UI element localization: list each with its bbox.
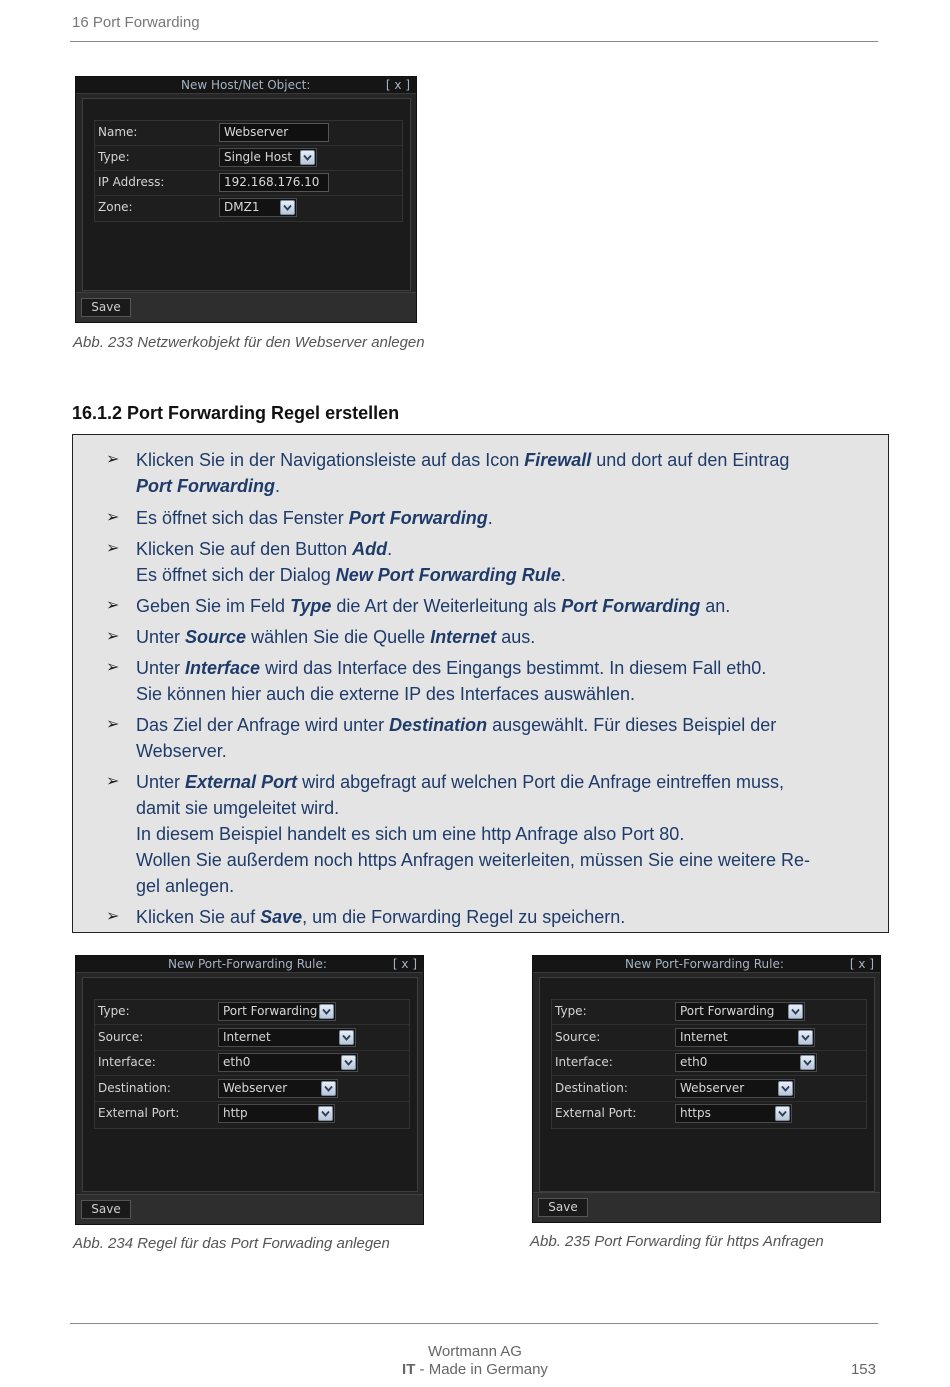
close-button[interactable]: [ x ] (385, 78, 410, 92)
figure-caption-233: Abb. 233 Netzwerkobjekt für den Webserver anlegen (73, 334, 425, 351)
dialog-titlebar (76, 77, 416, 94)
type-select-value: Port Forwarding (680, 1004, 775, 1018)
chevron-down-icon[interactable] (798, 1030, 813, 1045)
chevron-down-icon[interactable] (318, 1106, 333, 1121)
instruction-box (72, 434, 889, 933)
tagline-bold: IT (402, 1361, 416, 1378)
text-run: aus. (496, 627, 536, 647)
instruction-text (136, 593, 881, 619)
form-row-destination (552, 1077, 866, 1102)
text-run: wird das Interface des Eingangs bestimmt. In diesem Fall eth0. (260, 658, 767, 678)
ip-address-label: IP Address: (98, 175, 165, 189)
form-row-ip (95, 171, 402, 196)
text-run: In diesem Beispiel handelt es sich um eine http Anfrage also Port 80. (136, 824, 685, 844)
source-label: Source: (555, 1029, 601, 1044)
zone-select[interactable] (219, 198, 297, 217)
text-run: Klicken Sie auf (136, 907, 261, 927)
ui-term: New Port Forwarding Rule (335, 565, 561, 585)
ui-term: Port Forwarding (561, 596, 701, 616)
save-button[interactable]: Save (81, 298, 131, 317)
text-run: Klicken Sie auf den Button (136, 539, 353, 559)
arrow-bullet-icon: ➢ (106, 908, 120, 925)
text-run: Unter (136, 627, 186, 647)
chevron-down-icon[interactable] (339, 1030, 354, 1045)
dialog-footer (533, 1192, 880, 1222)
text-run: . (387, 539, 393, 559)
type-select-value: Port Forwarding (223, 1004, 318, 1018)
form-row-source (95, 1026, 409, 1051)
instruction-text (136, 712, 881, 764)
dialog-panel (82, 977, 418, 1192)
ui-term: Destination (389, 715, 488, 735)
text-run: Unter (136, 658, 186, 678)
dialog-footer (76, 292, 416, 322)
dialog-footer (76, 1194, 423, 1224)
interface-select-value: eth0 (223, 1055, 251, 1069)
source-select[interactable] (675, 1028, 815, 1047)
ui-term: Interface (185, 658, 261, 678)
form-row-source (552, 1026, 866, 1051)
text-run: Geben Sie im Feld (136, 596, 291, 616)
text-run: Webserver. (136, 741, 227, 761)
external-port-select-value: http (223, 1106, 248, 1120)
arrow-bullet-icon: ➢ (106, 716, 120, 733)
figure-caption-235: Abb. 235 Port Forwarding für https Anfragen (530, 1233, 824, 1250)
dialog-title: New Port-Forwarding Rule: (625, 957, 784, 971)
port-forwarding-rule-dialog-http (75, 955, 424, 1225)
interface-select[interactable] (218, 1053, 358, 1072)
text-run: wird abgefragt auf welchen Port die Anfrage eintreffen muss, (297, 772, 785, 792)
figure-caption-234: Abb. 234 Regel für das Port Forwading anlegen (73, 1235, 390, 1252)
destination-label: Destination: (98, 1080, 171, 1095)
destination-select[interactable] (675, 1079, 795, 1098)
type-label: Type: (98, 1004, 130, 1018)
footer-company (0, 1343, 950, 1379)
source-select-value: Internet (223, 1029, 271, 1044)
chevron-down-icon[interactable] (300, 150, 315, 165)
name-field[interactable]: Webserver (219, 123, 329, 142)
interface-label: Interface: (555, 1055, 613, 1069)
header-divider (70, 41, 878, 42)
text-run: Unter (136, 772, 186, 792)
ui-term: Port Forwarding (136, 476, 275, 496)
text-run: und dort auf den Eintrag (591, 450, 790, 470)
external-port-label: External Port: (98, 1106, 180, 1120)
close-button[interactable]: [ x ] (849, 957, 874, 971)
chevron-down-icon[interactable] (321, 1081, 336, 1096)
destination-select-value: Webserver (223, 1080, 288, 1095)
form-row-type (552, 1000, 866, 1025)
ip-address-field[interactable]: 192.168.176.10 (219, 173, 329, 192)
form-row-external-port (552, 1102, 866, 1127)
form-area (94, 999, 410, 1129)
chevron-down-icon[interactable] (778, 1081, 793, 1096)
interface-label: Interface: (98, 1055, 156, 1069)
form-area (94, 120, 403, 222)
form-row-external-port (95, 1102, 409, 1127)
source-label: Source: (98, 1029, 144, 1044)
save-button[interactable]: Save (538, 1198, 588, 1217)
text-run: die Art der Weiterleitung als (331, 596, 562, 616)
type-select[interactable] (219, 148, 317, 167)
arrow-bullet-icon: ➢ (106, 597, 120, 614)
destination-label: Destination: (555, 1080, 628, 1095)
source-select[interactable] (218, 1028, 356, 1047)
arrow-bullet-icon: ➢ (106, 540, 120, 557)
instruction-text (136, 536, 881, 588)
arrow-bullet-icon: ➢ (106, 451, 120, 468)
zone-label: Zone: (98, 200, 133, 214)
form-row-interface (95, 1051, 409, 1076)
text-run: Klicken Sie in der Navigationsleiste auf das Icon (136, 450, 525, 470)
text-run: . (560, 565, 566, 585)
text-run: ausgewählt. Für dieses Beispiel der (487, 715, 777, 735)
name-label: Name: (98, 125, 138, 139)
external-port-select-value: https (680, 1106, 711, 1120)
instruction-text (136, 655, 881, 707)
host-object-dialog (75, 76, 417, 323)
destination-select[interactable] (218, 1079, 338, 1098)
text-run: damit sie umgeleitet wird. (136, 798, 340, 818)
type-label: Type: (98, 150, 130, 164)
instruction-text (136, 505, 881, 531)
instruction-text (136, 447, 881, 499)
chevron-down-icon[interactable] (775, 1106, 790, 1121)
interface-select[interactable] (675, 1053, 817, 1072)
text-run: Es öffnet sich das Fenster (136, 508, 349, 528)
dialog-panel (539, 977, 875, 1192)
ui-term: Add (352, 539, 388, 559)
chevron-down-icon[interactable] (788, 1004, 803, 1019)
external-port-select[interactable] (218, 1104, 335, 1123)
type-select-value: Single Host (224, 150, 293, 164)
chevron-down-icon[interactable] (319, 1004, 334, 1019)
ui-term: Source (185, 627, 247, 647)
text-run: gel anlegen. (136, 876, 235, 896)
text-run: . (487, 508, 493, 528)
page-number: 153 (850, 1361, 876, 1378)
text-run: . (275, 476, 281, 496)
dialog-title: New Port-Forwarding Rule: (168, 957, 327, 971)
dialog-titlebar (533, 956, 880, 973)
chevron-down-icon[interactable] (800, 1055, 815, 1070)
section-title: 16.1.2 Port Forwarding Regel erstellen (72, 403, 400, 423)
instruction-text (136, 769, 881, 899)
source-select-value: Internet (680, 1029, 728, 1044)
zone-select-value: DMZ1 (224, 200, 260, 214)
save-button[interactable]: Save (81, 1200, 131, 1219)
footer-divider (70, 1323, 878, 1324)
arrow-bullet-icon: ➢ (106, 628, 120, 645)
arrow-bullet-icon: ➢ (106, 773, 120, 790)
external-port-select[interactable] (675, 1104, 792, 1123)
text-run: Sie können hier auch die externe IP des Interfaces auswählen. (136, 684, 635, 704)
instruction-text (136, 624, 881, 650)
text-run: an. (700, 596, 731, 616)
form-row-interface (552, 1051, 866, 1076)
interface-select-value: eth0 (680, 1055, 708, 1069)
chapter-header: 16 Port Forwarding (72, 14, 200, 31)
form-row-type (95, 1000, 409, 1025)
ui-term: Type (290, 596, 332, 616)
arrow-bullet-icon: ➢ (106, 509, 120, 526)
chevron-down-icon[interactable] (341, 1055, 356, 1070)
type-label: Type: (555, 1004, 587, 1018)
close-button[interactable]: [ x ] (392, 957, 417, 971)
ui-term: Save (260, 907, 303, 927)
company-name: Wortmann AG (428, 1343, 522, 1360)
type-select[interactable] (218, 1002, 336, 1021)
port-forwarding-rule-dialog-https (532, 955, 881, 1223)
dialog-titlebar (76, 956, 423, 973)
text-run: Es öffnet sich der Dialog (136, 565, 336, 585)
dialog-panel (82, 98, 411, 291)
tagline-rest: - Made in Germany (415, 1361, 548, 1378)
external-port-label: External Port: (555, 1106, 637, 1120)
arrow-bullet-icon: ➢ (106, 659, 120, 676)
type-select[interactable] (675, 1002, 805, 1021)
form-row-zone (95, 196, 402, 221)
form-row-type (95, 146, 402, 171)
ui-term: External Port (185, 772, 298, 792)
destination-select-value: Webserver (680, 1080, 745, 1095)
text-run: , um die Forwarding Regel zu speichern. (302, 907, 626, 927)
ui-term: Firewall (524, 450, 592, 470)
text-run: wählen Sie die Quelle (246, 627, 431, 647)
form-row-destination (95, 1077, 409, 1102)
dialog-title: New Host/Net Object: (181, 78, 311, 92)
form-row-name (95, 121, 402, 146)
ui-term: Internet (430, 627, 497, 647)
ui-term: Port Forwarding (348, 508, 488, 528)
form-area (551, 999, 867, 1129)
instruction-text (136, 904, 881, 930)
chevron-down-icon[interactable] (280, 200, 295, 215)
text-run: Wollen Sie außerdem noch https Anfragen weiterleiten, müssen Sie eine weitere Re- (136, 850, 811, 870)
text-run: Das Ziel der Anfrage wird unter (136, 715, 390, 735)
company-tagline (0, 1361, 950, 1379)
